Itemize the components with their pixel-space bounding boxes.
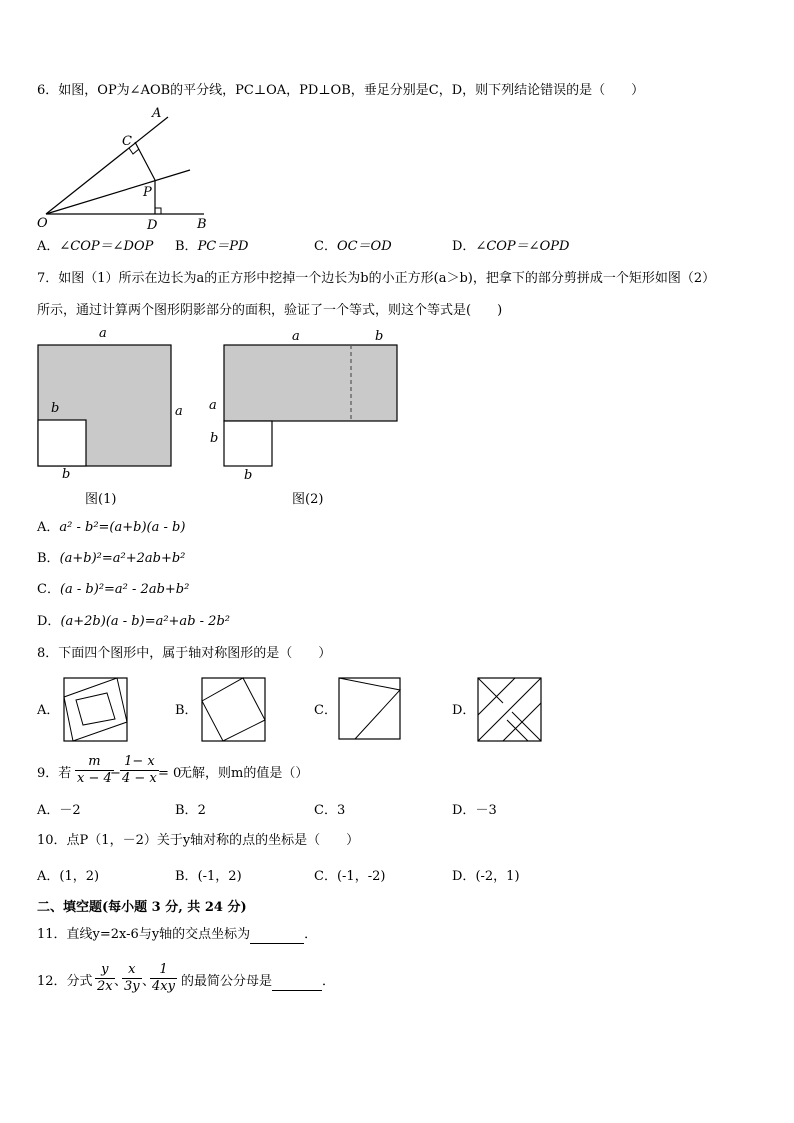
q8-option-b-label: B．	[175, 703, 198, 718]
q10-option-b: B．(-1，2)	[175, 869, 242, 884]
q10-option-a: A．(1，2)	[37, 869, 100, 884]
q7-fig2-label-bottom-b: b	[244, 468, 253, 483]
q12-separator-2: 、	[142, 974, 156, 989]
q8-option-d-figure	[477, 677, 543, 743]
q12-fraction-1: $\frac{y}{2x}$	[97, 962, 113, 994]
q7-figure-2	[223, 344, 403, 469]
q6-text: 如图，OP为∠AOB的平分线，PC⊥OA，PD⊥OB，垂足分别是C，D，则下列结论错误的是（ ）	[58, 83, 645, 98]
q7-fig1-label-inner-b: b	[51, 401, 60, 416]
q7-fig1-caption: 图(1)	[85, 492, 117, 507]
q9-option-d: D．－3	[452, 803, 497, 818]
q8-option-a-figure	[63, 677, 129, 743]
q12-separator-1: 、	[114, 974, 128, 989]
q8-option-b-figure	[201, 677, 267, 743]
q7-fig2-caption: 图(2)	[292, 492, 324, 507]
q9-text: 无解，则m的值是（）	[179, 766, 309, 781]
q6-label-B: B	[197, 217, 207, 232]
q7-fig1-label-top-a: a	[99, 326, 107, 341]
q7-fig1-label-bottom-b: b	[62, 467, 71, 482]
q9-minus: −	[110, 766, 121, 781]
q11-stem: 11．直线y=2x-6与y轴的交点坐标为 ．	[37, 927, 318, 942]
q10-option-c: C．(-1，-2)	[314, 869, 386, 884]
q10-stem: 10．点P（1，－2）关于y轴对称的点的坐标是（ ）	[37, 833, 360, 848]
q7-option-a: A．a² - b²=(a+b)(a - b)	[37, 520, 186, 535]
q11-answer-blank[interactable]	[250, 927, 304, 944]
q7-fig1-label-right-a: a	[175, 404, 183, 419]
q8-option-d-label: D．	[452, 703, 476, 718]
q6-label-D: D	[147, 218, 158, 233]
q8-stem: 8．下面四个图形中，属于轴对称图形的是（ ）	[37, 646, 332, 661]
q7-option-b: B．(a+b)²=a²+2ab+b²	[37, 551, 186, 566]
q9-number: 9．若	[37, 766, 72, 781]
q10-option-d: D．(-2，1)	[452, 869, 520, 884]
q8-option-c-figure	[338, 677, 404, 743]
q7-fig2-label-top-a: a	[292, 329, 300, 344]
q9-fraction-2: $\frac{1- x}{4 - x}$	[122, 754, 157, 786]
q6-angle-bisector-figure	[34, 103, 234, 233]
q12-number: 12．分式	[37, 974, 93, 989]
q7-stem-line2: 所示，通过计算两个图形阴影部分的面积，验证了一个等式，则这个等式是( )	[37, 303, 503, 318]
q6-label-O: O	[37, 216, 48, 231]
q6-stem	[37, 83, 644, 99]
q6-option-b: B．PC＝PD	[175, 239, 249, 254]
q6-option-c: C．OC＝OD	[314, 239, 392, 254]
q6-label-C: C	[122, 134, 132, 149]
q12-fraction-2: $\frac{x}{3y}$	[124, 962, 140, 994]
q12-answer-blank[interactable]	[272, 974, 322, 991]
q8-option-a-label: A．	[37, 703, 60, 718]
q7-fig2-label-left-b: b	[210, 431, 219, 446]
q7-option-d: D．(a+2b)(a - b)=a²+ab - 2b²	[37, 614, 230, 629]
q6-label-P: P	[143, 185, 152, 200]
q8-option-c-label: C．	[314, 703, 337, 718]
q7-stem-line1: 7．如图（1）所示在边长为a的正方形中挖掉一个边长为b的小正方形(a＞b)，把拿下的部分剪拼成一个矩形如图（2）	[37, 271, 716, 286]
q6-option-a: A．∠COP＝∠DOP	[37, 239, 154, 254]
q7-fig2-label-left-a: a	[209, 398, 217, 413]
q9-option-b: B．2	[175, 803, 206, 818]
q7-option-c: C．(a - b)²=a² - 2ab+b²	[37, 582, 190, 597]
q12-fraction-3: $\frac{1}{4xy}$	[152, 962, 175, 994]
q7-fig2-label-top-b: b	[375, 329, 384, 344]
q9-option-c: C．3	[314, 803, 346, 818]
section-heading: 二、填空题(每小题 3 分, 共 24 分)	[37, 900, 247, 915]
q6-option-d: D．∠COP＝∠OPD	[452, 239, 570, 254]
q9-fraction-1: $\frac{m}{x - 4}$	[77, 754, 112, 786]
q9-option-a: A．－2	[37, 803, 81, 818]
q6-number: 6．	[37, 83, 59, 98]
q9-equals: = 0	[158, 766, 182, 781]
q6-label-A: A	[152, 106, 162, 121]
q12-text: 的最简公分母是 ．	[181, 974, 336, 989]
